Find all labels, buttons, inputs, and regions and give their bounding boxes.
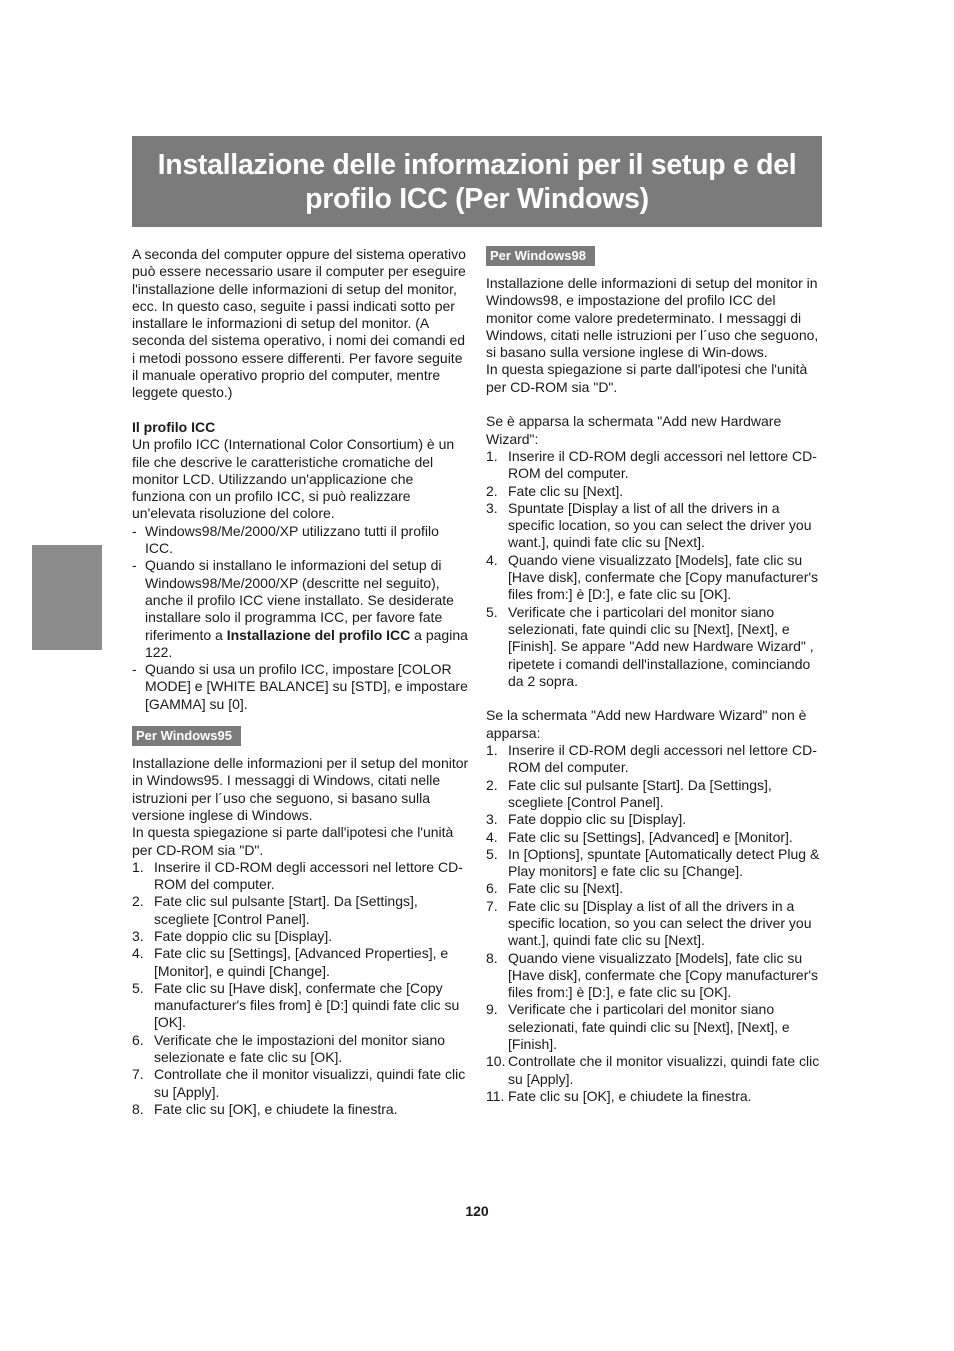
list-item xyxy=(486,742,826,777)
step-number: 3. xyxy=(486,499,498,516)
step-number: 4. xyxy=(486,828,498,845)
page-title: Installazione delle informazioni per il setup e del profilo ICC (Per Windows) xyxy=(157,148,797,215)
step-text: Fate clic su [Next]. xyxy=(508,880,624,897)
step-number: 3. xyxy=(132,927,144,944)
w98-intro: Installazione delle informazioni di setup del monitor in Windows98, e impostazione del profilo ICC del monitor come valore predeterminato. I messaggi di Windows, citati nelle istruzioni per l´uso che seguono, si basano sulla versione inglese di Win-dows. xyxy=(486,275,819,361)
step-text: Fate clic sul pulsante [Start]. Da [Settings], scegliete [Control Panel]. xyxy=(508,776,772,810)
step-text: Fate clic su [Display a list of all the drivers in a specific location, so you can select the driver you want.], quindi fate clic su [Next]. xyxy=(508,897,812,949)
case2-heading: Se la schermata "Add new Hardware Wizard" non è apparsa: xyxy=(486,707,807,741)
step-text: Fate clic su [Settings], [Advanced Properties], e [Monitor], e quindi [Change]. xyxy=(154,945,449,979)
step-text: Fate clic su [OK], e chiudete la finestra. xyxy=(508,1087,752,1104)
list-item xyxy=(486,1053,826,1088)
step-text: Quando viene visualizzato [Models], fate clic su [Have disk], confermate che [Copy manufacturer's files from:] è [D:], e fate clic su [OK]. xyxy=(508,949,819,1001)
step-number: 6. xyxy=(132,1031,144,1048)
step-number: 2. xyxy=(486,776,498,793)
list-item: - Quando si installano le informazioni del setup di Windows98/Me/2000/XP (descritte nel seguito), anche il profilo ICC viene installato. Se desiderate installare solo il programma ICC, per favore fate riferimento a Installazione del profilo ICC a pagina 122. xyxy=(132,557,468,660)
list-item: - Windows98/Me/2000/XP utilizzano tutti il profilo ICC. xyxy=(132,522,439,557)
list-item xyxy=(486,1088,826,1105)
list-item xyxy=(132,980,470,1032)
step-number: 2. xyxy=(132,893,144,910)
step-text: Fate clic su [Have disk], confermate che [Copy manufacturer's files from] è [D:] quindi fate clic su [OK]. xyxy=(154,979,460,1031)
icc-description: Un profilo ICC (International Color Consortium) è un file che descrive le caratteristiche cromatiche del monitor LCD. Utilizzando un'applicazione che funziona con un profilo ICC, si può realizzare un'elevata risoluzione del colore. xyxy=(132,436,455,522)
step-text: Fate clic su [OK], e chiudete la finestra. xyxy=(154,1100,398,1117)
title-banner xyxy=(132,136,822,227)
step-text: Verificate che i particolari del monitor siano selezionati, fate quindi clic su [Next], [Next], e [Finish]. Se appare "Add new Hardware Wizard" , ripetete i comandi dell'installazione, cominciando da 2 sopra. xyxy=(508,603,814,689)
list-item xyxy=(486,880,826,897)
step-number: 9. xyxy=(486,1001,498,1018)
list-item xyxy=(132,1101,470,1118)
page-number: 120 xyxy=(465,1203,489,1219)
section-label-windows98: Per Windows98 xyxy=(486,246,595,266)
list-item xyxy=(486,483,826,500)
step-text: Inserire il CD-ROM degli accessori nel lettore CD-ROM del computer. xyxy=(508,742,817,776)
list-item xyxy=(132,928,470,945)
list-item xyxy=(132,945,470,980)
step-text: Inserire il CD-ROM degli accessori nel lettore CD-ROM del computer. xyxy=(154,858,463,893)
step-number: 5. xyxy=(486,603,498,620)
step-text: Verificate che i particolari del monitor siano selezionati, fate quindi clic su [Next], [Next], e [Finish]. xyxy=(508,1001,790,1053)
w95-intro: Installazione delle informazioni per il setup del monitor in Windows95. I messaggi di Windows, citati nelle istruzioni per l´uso che seguono, si basano sulla versione inglese di Windows. xyxy=(132,755,469,823)
step-text: Fate clic su [Next]. xyxy=(508,482,624,499)
step-text: Controllate che il monitor visualizzi, quindi fate clic su [Apply]. xyxy=(154,1066,466,1100)
right-column xyxy=(486,246,826,1105)
list-item xyxy=(132,893,470,928)
list-item xyxy=(132,859,470,894)
intro-paragraph: A seconda del computer oppure del sistema operativo può essere necessario usare il computer per eseguire l'installazione delle informazioni di setup del monitor, ecc. In questo caso, seguite i passi indicati sotto per installare le informazioni di setup del monitor. (A seconda del sistema operativo, i nomi dei comandi ed i metodi possono essere differenti. Per favore seguite il manuale operativo proprio del computer, mentre leggete questo.) xyxy=(132,246,466,401)
w98-intro-cdrom: In questa spiegazione si parte dall'ipotesi che l'unità per CD-ROM sia "D". xyxy=(486,361,808,395)
step-text: Fate doppio clic su [Display]. xyxy=(508,811,687,828)
icc-heading: Il profilo ICC xyxy=(132,418,216,435)
list-item xyxy=(486,829,826,846)
side-tab-marker xyxy=(32,545,102,650)
w95-step-list xyxy=(132,859,470,1118)
step-number: 3. xyxy=(486,811,498,828)
step-text: Quando viene visualizzato [Models], fate clic su [Have disk], confermate che [Copy manufacturer's files from:] è [D:], e fate clic su [OK]. xyxy=(508,551,819,603)
list-item xyxy=(486,500,826,552)
list-item xyxy=(486,950,826,1002)
step-number: 2. xyxy=(486,482,498,499)
step-text: Fate clic sul pulsante [Start]. Da [Settings], scegliete [Control Panel]. xyxy=(154,893,418,927)
step-text: Spuntate [Display a list of all the drivers in a specific location, so you can select the driver you want.], quindi fate clic su [Next]. xyxy=(508,499,812,551)
case1-step-list xyxy=(486,448,826,690)
list-item xyxy=(486,552,826,604)
case2-step-list xyxy=(486,742,826,1105)
icc-bullet-list xyxy=(132,523,470,713)
step-number: 6. xyxy=(486,880,498,897)
list-item xyxy=(486,846,826,881)
step-number: 1. xyxy=(132,858,144,875)
step-number: 5. xyxy=(486,845,498,862)
list-item xyxy=(132,1066,470,1101)
step-number: 7. xyxy=(486,897,498,914)
list-item: - Quando si usa un profilo ICC, impostare [COLOR MODE] e [WHITE BALANCE] su [STD], e impostare [GAMMA] su [0]. xyxy=(132,661,468,712)
list-item xyxy=(486,604,826,690)
step-text: In [Options], spuntate [Automatically detect Plug & Play monitors] e fate clic su [Change]. xyxy=(508,845,820,880)
step-number: 8. xyxy=(132,1100,144,1117)
list-item xyxy=(486,898,826,950)
step-text: Controllate che il monitor visualizzi, quindi fate clic su [Apply]. xyxy=(508,1053,820,1087)
step-number: 5. xyxy=(132,979,144,996)
step-number: 4. xyxy=(486,551,498,568)
list-item xyxy=(486,1001,826,1053)
list-item xyxy=(486,811,826,828)
step-number: 1. xyxy=(486,742,498,759)
list-item xyxy=(486,448,826,483)
step-number: 10. xyxy=(486,1053,506,1070)
list-item xyxy=(486,777,826,812)
case1-heading: Se è apparsa la schermata "Add new Hardware Wizard": xyxy=(486,413,782,447)
w95-intro-cdrom: In questa spiegazione si parte dall'ipotesi che l'unità per CD-ROM sia "D". xyxy=(132,824,454,858)
step-number: 4. xyxy=(132,945,144,962)
step-number: 7. xyxy=(132,1066,144,1083)
section-label-windows95: Per Windows95 xyxy=(132,726,241,746)
step-text: Inserire il CD-ROM degli accessori nel lettore CD-ROM del computer. xyxy=(508,447,817,482)
step-text: Verificate che le impostazioni del monitor siano selezionate e fate clic su [OK]. xyxy=(154,1031,446,1066)
step-number: 8. xyxy=(486,949,498,966)
list-item xyxy=(132,1032,470,1067)
step-text: Fate doppio clic su [Display]. xyxy=(154,927,333,944)
left-column xyxy=(132,246,470,1118)
step-text: Fate clic su [Settings], [Advanced] e [Monitor]. xyxy=(508,828,793,845)
step-number: 1. xyxy=(486,447,498,464)
step-number: 11. xyxy=(486,1087,505,1104)
